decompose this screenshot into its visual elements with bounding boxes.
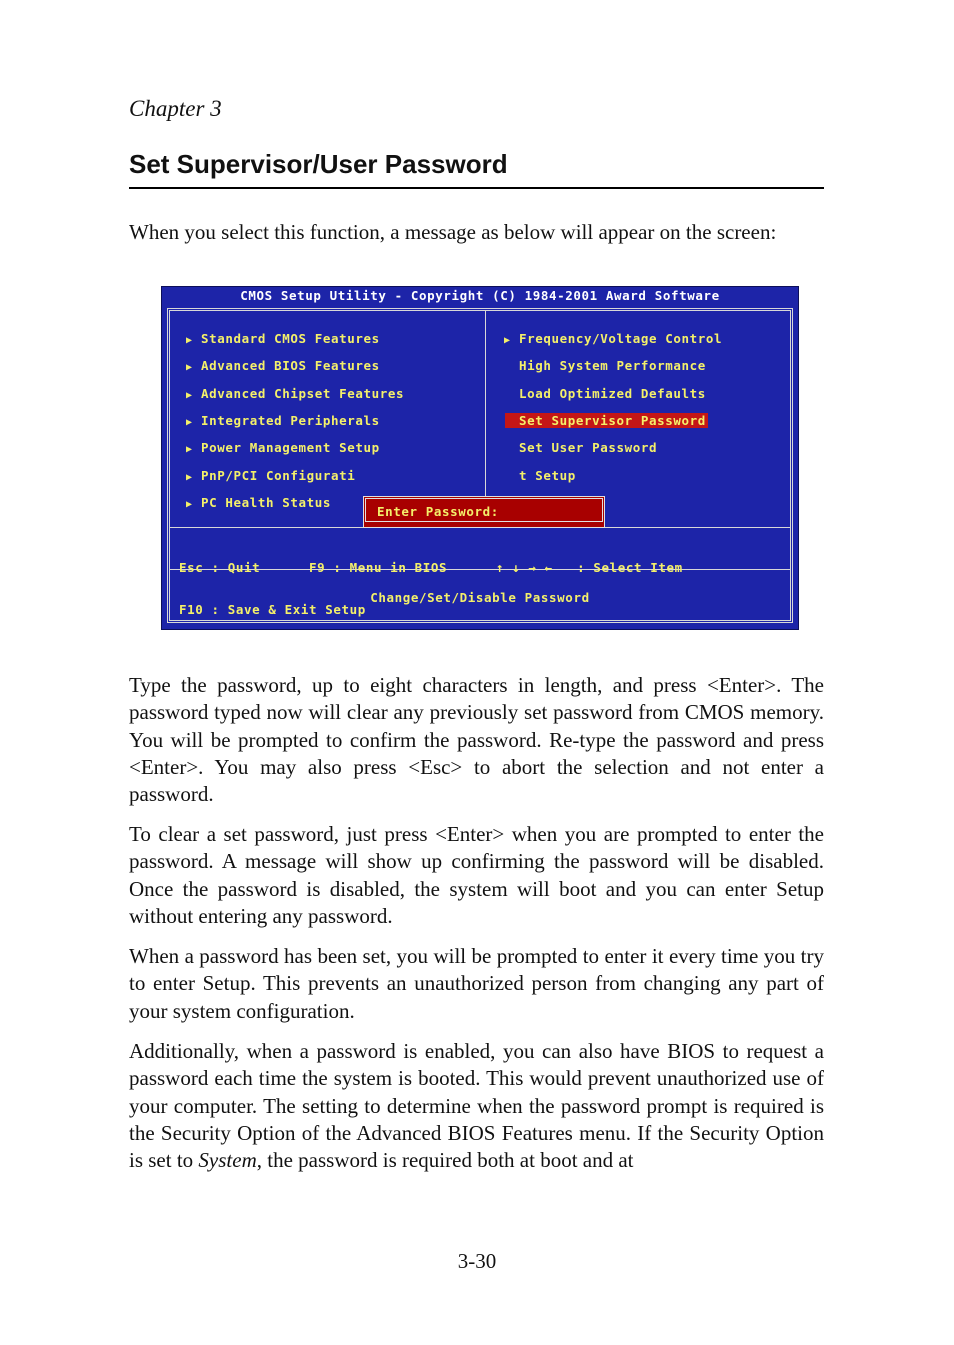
page-number: 3-30 — [457, 1249, 497, 1273]
bios-frame — [167, 308, 793, 623]
paragraph-2: To clear a set password, just press <Enter> when you are prompted to enter the password. A message will show up confirming the password will be disabled. Once the password is disabled, the system will boot and you can enter Setup without entering any password. — [129, 822, 824, 928]
submenu-arrow-icon: ▶ — [186, 335, 193, 346]
left-menu-item-label: PC Health Status — [201, 494, 332, 510]
left-menu-item[interactable] — [186, 412, 380, 429]
left-menu-item-label: Integrated Peripherals — [201, 412, 380, 428]
paragraph-4-end: , the password is required both at boot and at — [256, 1148, 634, 1173]
left-menu-item[interactable] — [186, 385, 404, 402]
paragraph-4-italic: System — [198, 1148, 257, 1173]
submenu-arrow-icon: ▶ — [186, 498, 193, 510]
submenu-arrow-icon: ▶ — [186, 362, 193, 374]
left-menu-item-label: Standard CMOS Features — [201, 331, 380, 346]
submenu-arrow-icon: ▶ — [504, 335, 511, 346]
bios-screenshot — [161, 286, 799, 630]
intro-text: When you select this function, a message as below will appear on the screen: — [129, 220, 777, 244]
left-menu-item[interactable] — [186, 439, 380, 456]
right-menu-item-label: Load Optimized Defaults — [519, 385, 706, 401]
bios-title: CMOS Setup Utility - Copyright (C) 1984-2001 Award Software — [240, 288, 720, 303]
right-menu-item-label: Frequency/Voltage Control — [519, 331, 723, 346]
paragraph-1: Type the password, up to eight characters in length, and press <Enter>. The password typed now will clear any previously set password from CMOS memory. You will be prompted to confirm the password. Re-type the password and press <Enter>. You may also press <Esc> to abort the selection and not enter a password. — [129, 673, 824, 807]
right-menu-item[interactable] — [504, 330, 722, 347]
paragraph-3: When a password has been set, you will be prompted to enter it every time you try to enter Setup. This prevents an unauthorized person from changing any part of your system configuration. — [129, 944, 824, 1023]
left-menu-item-label: Advanced BIOS Features — [201, 358, 380, 374]
chapter-label: Chapter 3 — [129, 96, 222, 121]
bios-column-divider — [485, 311, 486, 527]
right-menu-item-label: Set Supervisor Password — [505, 413, 708, 428]
password-dialog[interactable] — [363, 496, 605, 528]
left-menu-item-label: PnP/PCI Configurati — [201, 467, 356, 483]
right-menu-item[interactable] — [504, 357, 706, 374]
left-menu-item[interactable] — [186, 330, 380, 347]
bios-keys-line1: Esc : Quit F9 : Menu in BIOS ↑ ↓ → ← : Select Item — [179, 560, 683, 575]
right-menu-item[interactable] — [504, 385, 706, 402]
submenu-arrow-icon: ▶ — [186, 471, 193, 483]
bios-status-bar: Change/Set/Disable Password — [370, 590, 590, 605]
submenu-arrow-icon: ▶ — [186, 444, 193, 456]
left-menu-item-label: Power Management Setup — [201, 440, 380, 456]
paragraph-4-start: Additionally, when a password is enabled, you can also have BIOS to request a password each time the system is booted. This would prevent unauthorized use of your computer. The setting to determine when the password prompt is required is the Security Option of the Advanced BIOS Features menu. If the Security Option is set to — [129, 1039, 824, 1173]
right-menu-item-label: High System Performance — [519, 358, 706, 374]
bios-keys-line2: F10 : Save & Exit Setup — [179, 602, 366, 617]
submenu-arrow-icon: ▶ — [186, 416, 193, 428]
submenu-arrow-icon: ▶ — [186, 389, 193, 401]
right-menu-item-label: Set User Password — [519, 440, 658, 456]
right-menu-item[interactable] — [504, 467, 576, 484]
password-prompt-label: Enter Password: — [377, 504, 499, 519]
right-menu-item[interactable] — [504, 412, 708, 429]
left-menu-item[interactable] — [186, 467, 355, 484]
left-menu-item[interactable] — [186, 357, 380, 374]
left-menu-item-label: Advanced Chipset Features — [201, 385, 405, 401]
right-menu-item[interactable] — [504, 439, 657, 456]
bios-keys — [179, 533, 683, 645]
right-menu-item-label: t Setup — [519, 467, 576, 483]
section-title: Set Supervisor/User Password — [129, 149, 824, 189]
left-menu-item[interactable] — [186, 494, 331, 511]
paragraph-4 — [129, 1038, 824, 1174]
